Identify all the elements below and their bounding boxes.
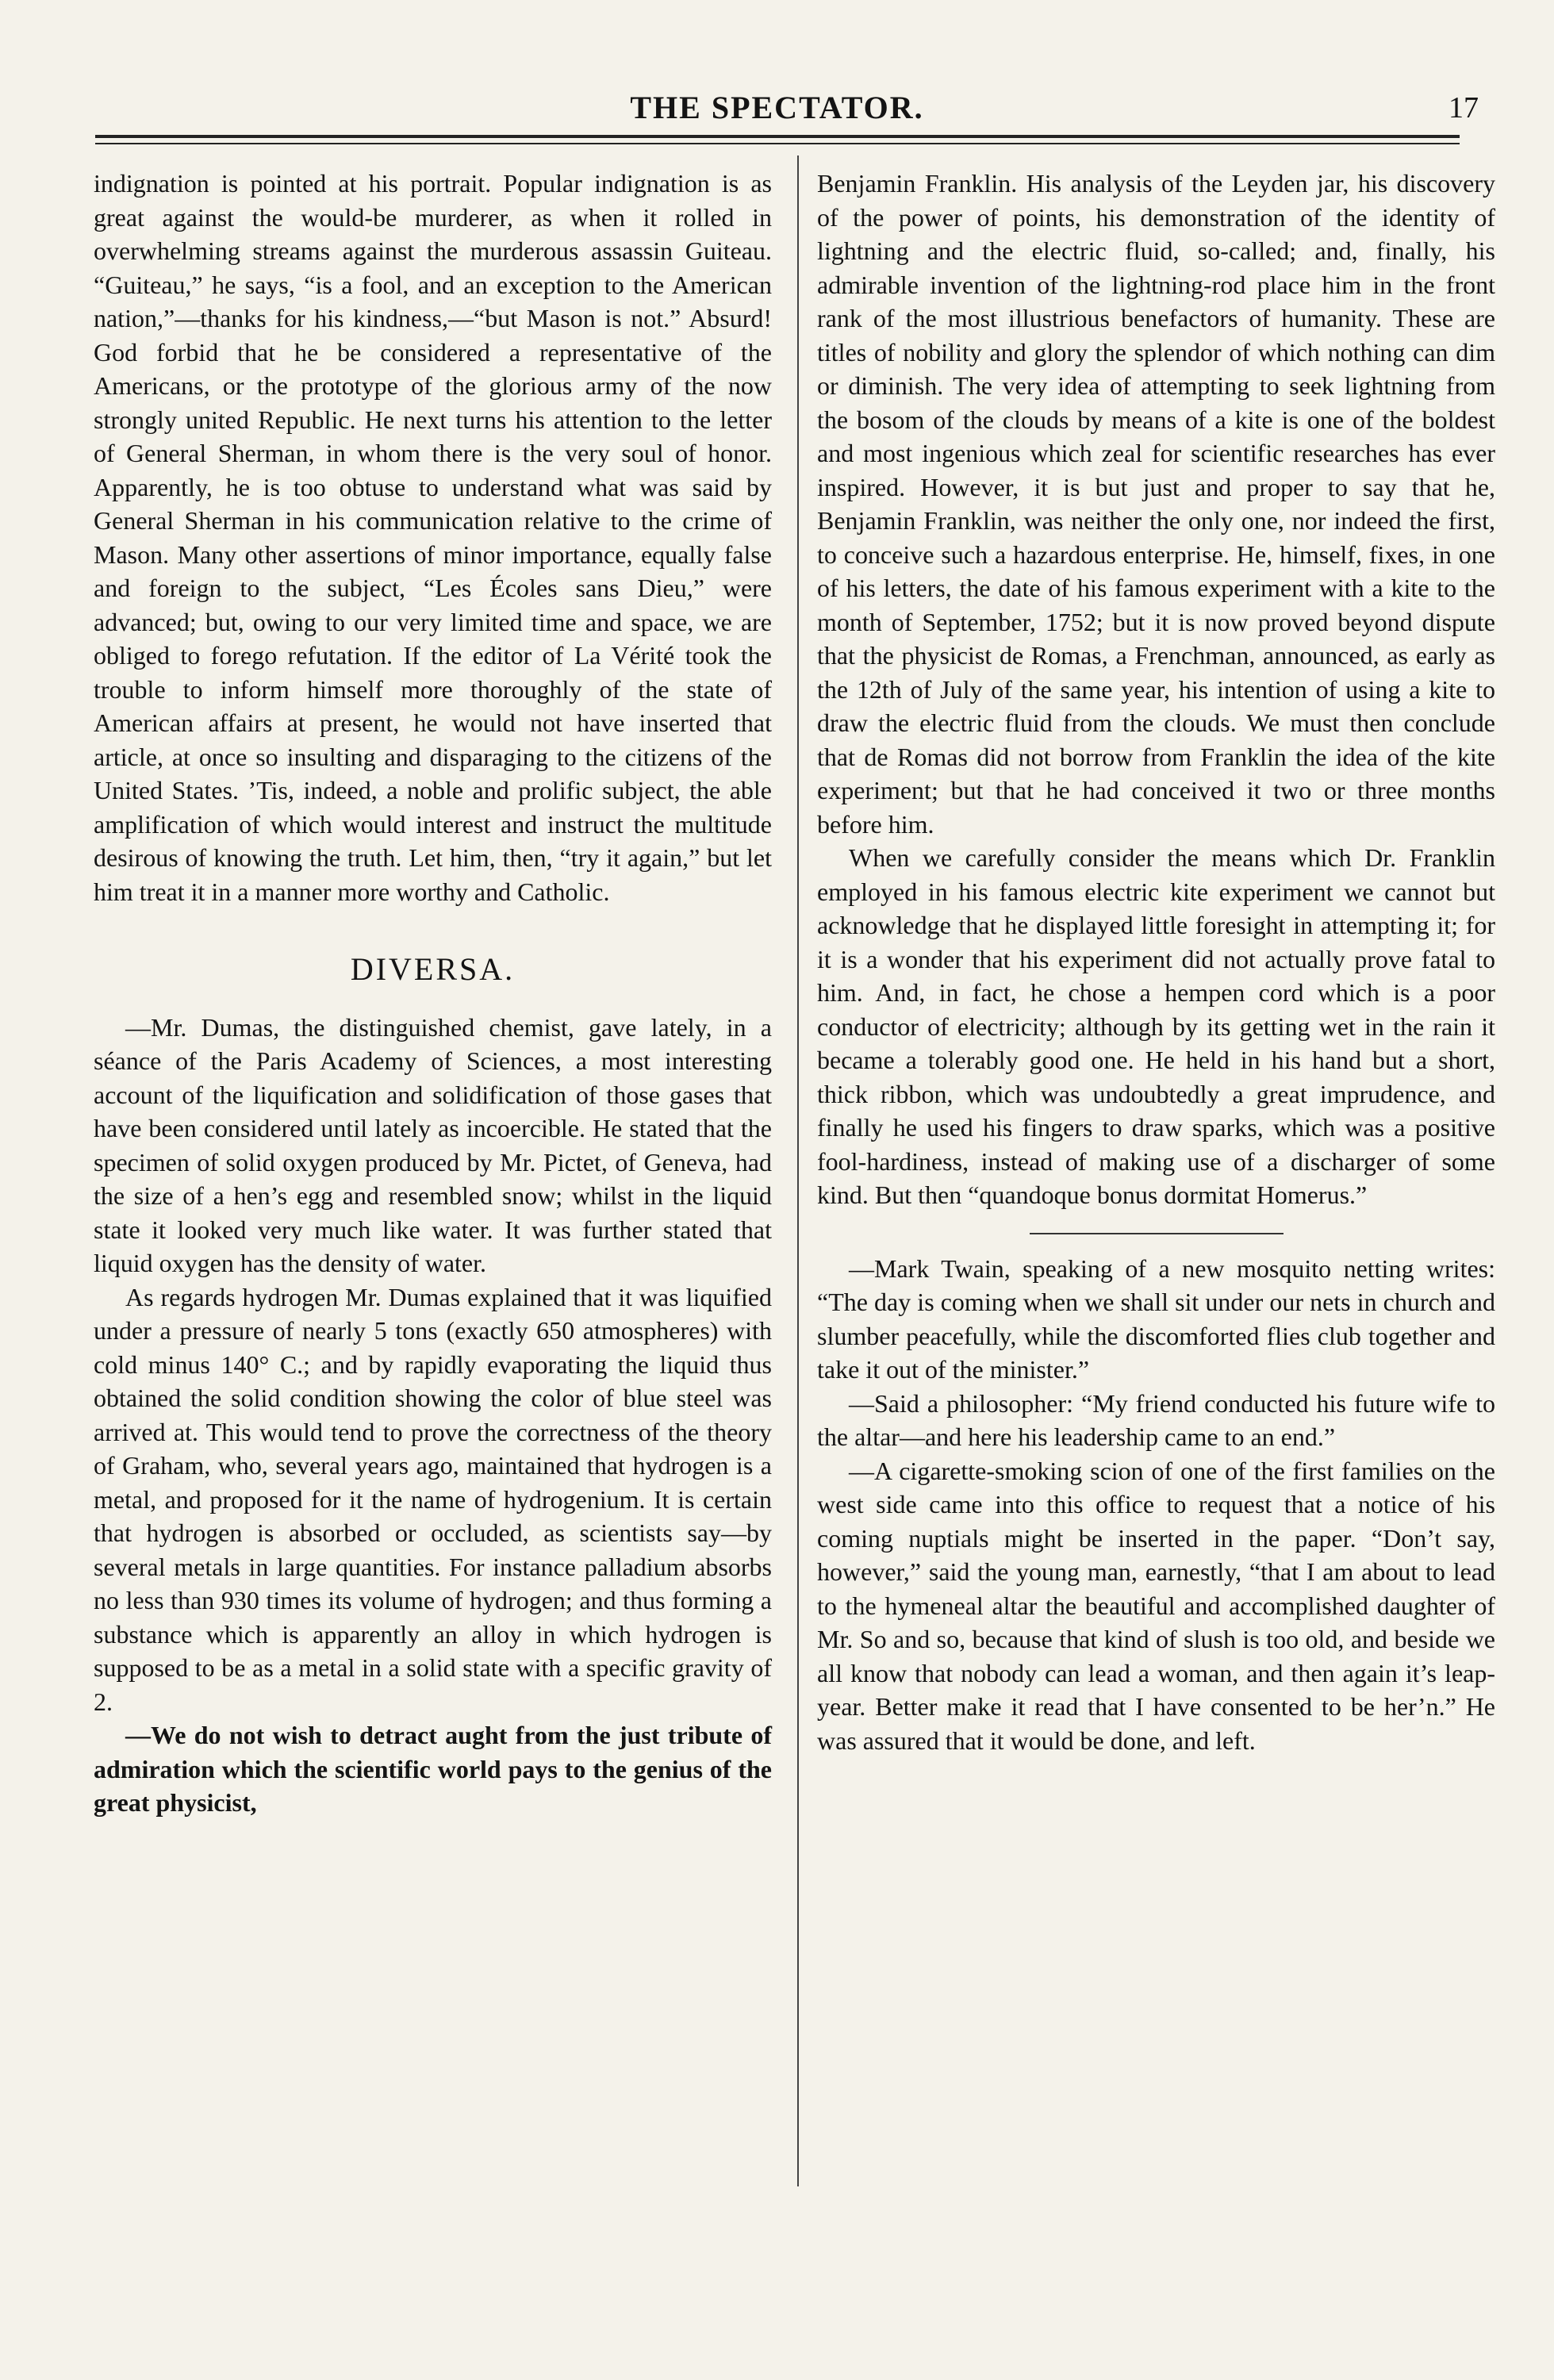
- item-franklin-kite: When we carefully consider the means which Dr. Franklin employed in his famous electric kite experiment we cannot but acknowledge that he displayed little foresight in attempting it; for it is a wonder that his experiment did not actually prove fatal to him. And, in fact, he chose a hempen cord which is a poor conductor of electricity; although by its getting wet in the rain it became a tolerably good one. He held in his hand but a short, thick ribbon, which was undoubtedly a great imprudence, and finally he used his fingers to draw sparks, which was a positive fool-hardiness, instead of making use of a discharger of some kind. But then “quandoque bonus dormitat Homerus.”: [817, 843, 1495, 1209]
- section-heading: DIVERSA.: [350, 951, 516, 987]
- page-number: 17: [1448, 91, 1479, 125]
- separator-rule: [1030, 1233, 1283, 1234]
- item-mark-twain: —Mark Twain, speaking of a new mosquito netting writes: “The day is coming when we shall sit under our nets in church and slumber peacefully, while the discomforted flies club together and take it out of the minister.”: [817, 1253, 1495, 1384]
- article-continuation: indignation is pointed at his portrait. Popular indignation is as great against the would-be murderer, as when it rolled in overwhelming streams against the murderous assassin Guiteau. “Guiteau,” he says, “is a fool, and an exception to the American nation,”—thanks for his kindness,—“but Mason is not.” Absurd! God forbid that he be considered a representative of the Americans, or the prototype of the glorious army of the now strongly united Republic. He next turns his attention to the letter of General Sherman, in whom there is the very soul of honor. Apparently, he is too obtuse to understand what was said by General Sherman in his communication relative to the crime of Mason. Many other assertions of minor importance, equally false and foreign to the subject, “Les Écoles sans Dieu,” were advanced; but, owing to our very limited time and space, we are obliged to forego refutation. If the editor of La Vérité took the trouble to inform himself more thoroughly of the state of American affairs at present, he would not have inserted that article, at once so insulting and disparaging to the citizens of the United States. ’Tis, indeed, a noble and prolific subject, the able amplification of which would interest and instruct the multitude desirous of knowing the truth. Let him, then, “try it again,” but let him treat it in a manner more worthy and Catholic.: [94, 169, 772, 906]
- left-column: [94, 167, 772, 1820]
- header-rule-thick: [95, 135, 1460, 138]
- item-franklin-cont: Benjamin Franklin. His analysis of the Leyden jar, his discovery of the power of points, his demonstration of the identity of lightning and the electric fluid, so-called; and, finally, his admirable invention of the lightning-rod place him in the front rank of the most illustrious benefactors of humanity. These are titles of nobility and glory the splendor of which nothing can dim or diminish. The very idea of attempting to seek lightning from the bosom of the clouds by means of a kite is one of the boldest and most ingenious which zeal for scientific researches has ever inspired. However, it is but just and proper to say that he, Benjamin Franklin, was neither the only one, nor indeed the first, to conceive such a hazardous enterprise. He, himself, fixes, in one of his letters, the date of his famous experiment with a kite to the month of September, 1752; but it is now proved beyond dispute that the physicist de Romas, a Frenchman, announced, as early as the 12th of July of the same year, his intention of using a kite to draw the electric fluid from the clouds. We must then conclude that de Romas did not borrow from Franklin the idea of the kite experiment; but that he had conceived it two or three months before him.: [817, 169, 1495, 839]
- header-rule-thin: [95, 143, 1460, 144]
- item-philosopher: —Said a philosopher: “My friend conducted his future wife to the altar—and here his leadership came to an end.”: [817, 1388, 1495, 1451]
- item-hydrogen: As regards hydrogen Mr. Dumas explained that it was liquified under a pressure of nearly 5 tons (exactly 650 atmospheres) with cold minus 140° C.; and by rapidly evaporating the liquid thus obtained the solid condition showing the color of blue steel was arrived at. This would tend to prove the correctness of the theory of Graham, who, several years ago, maintained that hydrogen is a metal, and proposed for it the name of hydrogenium. It is certain that hydrogen is absorbed or occluded, as scientists say—by several metals in large quantities. For instance palladium absorbs no less than 930 times its volume of hydrogen; and thus forming a substance which is apparently an alloy in which hydrogen is supposed to be as a metal in a solid state with a specific gravity of 2.: [94, 1282, 772, 1716]
- item-franklin-start: —We do not wish to detract aught from the just tribute of admiration which the scientific world pays to the genius of the great physicist,: [94, 1721, 772, 1817]
- running-title: THE SPECTATOR.: [630, 90, 924, 125]
- item-cigarette-scion: —A cigarette-smoking scion of one of the first families on the west side came into this office to request that a notice of his coming nuptials might be inserted in the paper. “Don’t say, however,” said the young man, earnestly, “that I am about to lead to the hymeneal altar the beautiful and accomplished daughter of Mr. So and so, because that kind of slush is too old, and beside we all know that nobody can lead a woman, and then again it’s leap-year. Better make it read that I have consented to be her’n.” He was assured that it would be done, and left.: [817, 1456, 1495, 1755]
- item-dumas: —Mr. Dumas, the distinguished chemist, gave lately, in a séance of the Paris Academy of Sciences, a most interesting account of the liquification and solidification of those gases that have been considered until lately as incoercible. He stated that the specimen of solid oxygen produced by Mr. Pictet, of Geneva, had the size of a hen’s egg and resembled snow; whilst in the liquid state it looked very much like water. It was further stated that liquid oxygen has the density of water.: [94, 1012, 772, 1277]
- column-divider: [797, 155, 799, 2186]
- running-head: [0, 89, 1554, 129]
- right-column: [817, 167, 1495, 1757]
